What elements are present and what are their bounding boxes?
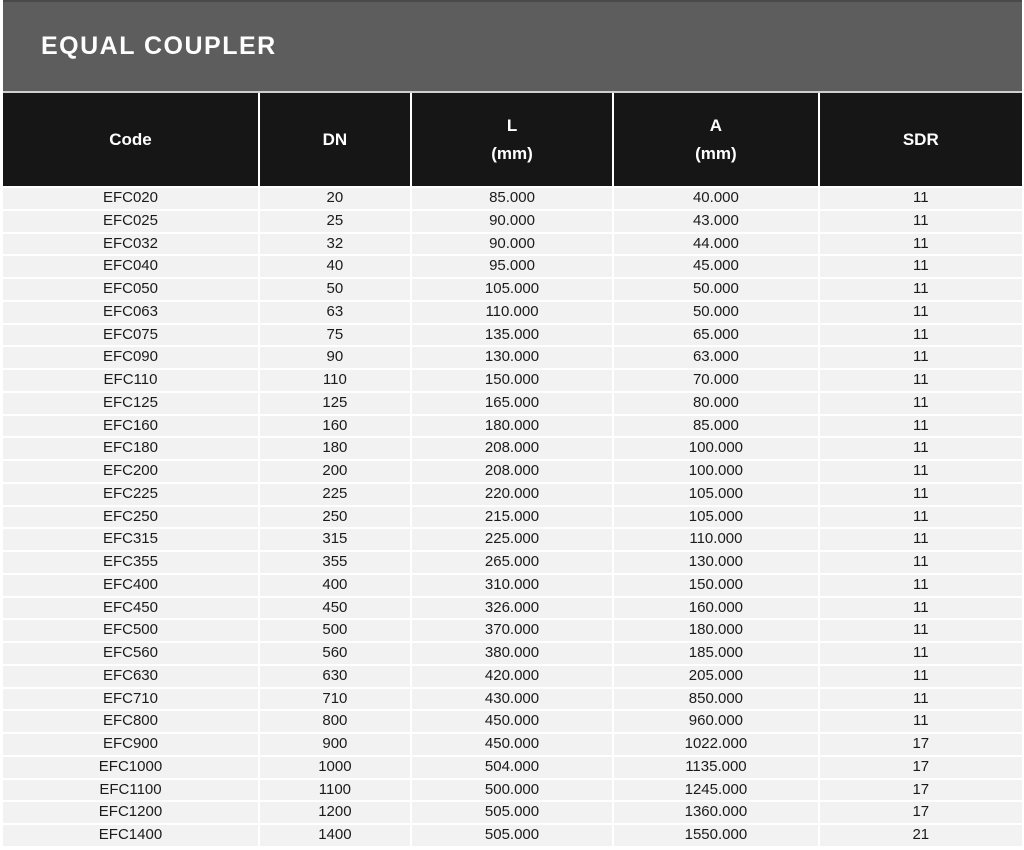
cell-sdr: 11 — [820, 256, 1022, 277]
cell-code: EFC315 — [3, 529, 258, 550]
cell-sdr: 11 — [820, 711, 1022, 732]
cell-a: 44.000 — [614, 234, 817, 255]
table-row — [3, 507, 1022, 528]
table-row — [3, 393, 1022, 414]
table-row — [3, 438, 1022, 459]
cell-a: 960.000 — [614, 711, 817, 732]
title-banner — [3, 0, 1022, 93]
cell-dn: 125 — [260, 393, 410, 414]
cell-code: EFC180 — [3, 438, 258, 459]
column-header-label: L — [506, 115, 518, 135]
cell-l: 90.000 — [412, 234, 612, 255]
cell-code: EFC125 — [3, 393, 258, 414]
cell-dn: 225 — [260, 484, 410, 505]
cell-dn: 355 — [260, 552, 410, 573]
cell-a: 63.000 — [614, 347, 817, 368]
cell-sdr: 11 — [820, 347, 1022, 368]
cell-sdr: 11 — [820, 575, 1022, 596]
cell-code: EFC1100 — [3, 780, 258, 801]
cell-a: 43.000 — [614, 211, 817, 232]
cell-l: 110.000 — [412, 302, 612, 323]
column-header-sdr — [820, 93, 1022, 186]
cell-l: 420.000 — [412, 666, 612, 687]
cell-sdr: 17 — [820, 802, 1022, 823]
cell-l: 430.000 — [412, 689, 612, 710]
cell-l: 370.000 — [412, 620, 612, 641]
cell-l: 505.000 — [412, 825, 612, 846]
cell-sdr: 17 — [820, 757, 1022, 778]
cell-sdr: 11 — [820, 234, 1022, 255]
cell-l: 105.000 — [412, 279, 612, 300]
cell-dn: 500 — [260, 620, 410, 641]
table-row — [3, 666, 1022, 687]
table-row — [3, 325, 1022, 346]
cell-a: 45.000 — [614, 256, 817, 277]
cell-dn: 630 — [260, 666, 410, 687]
cell-l: 150.000 — [412, 370, 612, 391]
cell-dn: 50 — [260, 279, 410, 300]
cell-l: 225.000 — [412, 529, 612, 550]
cell-code: EFC450 — [3, 598, 258, 619]
cell-code: EFC025 — [3, 211, 258, 232]
cell-dn: 180 — [260, 438, 410, 459]
cell-a: 160.000 — [614, 598, 817, 619]
table-row — [3, 211, 1022, 232]
cell-code: EFC560 — [3, 643, 258, 664]
table-row — [3, 416, 1022, 437]
cell-a: 180.000 — [614, 620, 817, 641]
cell-sdr: 11 — [820, 529, 1022, 550]
cell-sdr: 11 — [820, 370, 1022, 391]
cell-sdr: 11 — [820, 484, 1022, 505]
table-row — [3, 802, 1022, 823]
cell-sdr: 11 — [820, 438, 1022, 459]
cell-l: 505.000 — [412, 802, 612, 823]
table-row — [3, 734, 1022, 755]
cell-sdr: 11 — [820, 279, 1022, 300]
cell-l: 450.000 — [412, 711, 612, 732]
cell-l: 265.000 — [412, 552, 612, 573]
cell-sdr: 11 — [820, 302, 1022, 323]
table-body — [3, 188, 1022, 846]
column-header-sub: (mm) — [695, 143, 737, 163]
cell-sdr: 21 — [820, 825, 1022, 846]
cell-l: 90.000 — [412, 211, 612, 232]
cell-sdr: 11 — [820, 188, 1022, 209]
cell-dn: 400 — [260, 575, 410, 596]
cell-dn: 90 — [260, 347, 410, 368]
cell-sdr: 11 — [820, 325, 1022, 346]
cell-dn: 710 — [260, 689, 410, 710]
cell-a: 105.000 — [614, 484, 817, 505]
column-header-code — [3, 93, 258, 186]
cell-code: EFC250 — [3, 507, 258, 528]
cell-dn: 250 — [260, 507, 410, 528]
cell-a: 110.000 — [614, 529, 817, 550]
cell-l: 208.000 — [412, 461, 612, 482]
cell-a: 1550.000 — [614, 825, 817, 846]
cell-code: EFC710 — [3, 689, 258, 710]
cell-code: EFC225 — [3, 484, 258, 505]
table-row — [3, 529, 1022, 550]
cell-dn: 1100 — [260, 780, 410, 801]
cell-l: 85.000 — [412, 188, 612, 209]
cell-sdr: 11 — [820, 552, 1022, 573]
cell-code: EFC075 — [3, 325, 258, 346]
cell-code: EFC160 — [3, 416, 258, 437]
cell-l: 130.000 — [412, 347, 612, 368]
cell-code: EFC1400 — [3, 825, 258, 846]
table-row — [3, 461, 1022, 482]
table-row — [3, 484, 1022, 505]
cell-sdr: 11 — [820, 666, 1022, 687]
cell-l: 380.000 — [412, 643, 612, 664]
column-header-l-mm — [412, 93, 612, 186]
cell-code: EFC1000 — [3, 757, 258, 778]
cell-dn: 20 — [260, 188, 410, 209]
cell-code: EFC200 — [3, 461, 258, 482]
table-header-row — [3, 93, 1022, 186]
cell-code: EFC355 — [3, 552, 258, 573]
table-row — [3, 370, 1022, 391]
cell-dn: 25 — [260, 211, 410, 232]
cell-a: 850.000 — [614, 689, 817, 710]
cell-code: EFC900 — [3, 734, 258, 755]
table-row — [3, 279, 1022, 300]
cell-dn: 315 — [260, 529, 410, 550]
cell-code: EFC090 — [3, 347, 258, 368]
cell-l: 208.000 — [412, 438, 612, 459]
table-row — [3, 643, 1022, 664]
cell-a: 185.000 — [614, 643, 817, 664]
cell-dn: 1200 — [260, 802, 410, 823]
cell-a: 70.000 — [614, 370, 817, 391]
cell-l: 450.000 — [412, 734, 612, 755]
cell-dn: 40 — [260, 256, 410, 277]
cell-a: 1360.000 — [614, 802, 817, 823]
table-row — [3, 302, 1022, 323]
cell-code: EFC020 — [3, 188, 258, 209]
column-header-dn — [260, 93, 410, 186]
cell-code: EFC630 — [3, 666, 258, 687]
cell-code: EFC063 — [3, 302, 258, 323]
cell-a: 1135.000 — [614, 757, 817, 778]
cell-a: 130.000 — [614, 552, 817, 573]
cell-sdr: 11 — [820, 620, 1022, 641]
table-row — [3, 552, 1022, 573]
cell-a: 50.000 — [614, 302, 817, 323]
cell-dn: 200 — [260, 461, 410, 482]
cell-code: EFC040 — [3, 256, 258, 277]
cell-l: 180.000 — [412, 416, 612, 437]
cell-a: 1022.000 — [614, 734, 817, 755]
table-row — [3, 757, 1022, 778]
column-header-a-mm — [614, 93, 817, 186]
column-header-label: SDR — [902, 129, 939, 149]
cell-l: 95.000 — [412, 256, 612, 277]
table-row — [3, 711, 1022, 732]
cell-dn: 900 — [260, 734, 410, 755]
table-row — [3, 188, 1022, 209]
table-row — [3, 780, 1022, 801]
cell-dn: 160 — [260, 416, 410, 437]
cell-dn: 560 — [260, 643, 410, 664]
cell-l: 135.000 — [412, 325, 612, 346]
cell-dn: 1400 — [260, 825, 410, 846]
table-row — [3, 347, 1022, 368]
cell-a: 65.000 — [614, 325, 817, 346]
column-header-label: Code — [109, 129, 152, 149]
cell-code: EFC050 — [3, 279, 258, 300]
cell-code: EFC032 — [3, 234, 258, 255]
table-row — [3, 689, 1022, 710]
cell-a: 50.000 — [614, 279, 817, 300]
cell-sdr: 11 — [820, 598, 1022, 619]
cell-sdr: 11 — [820, 416, 1022, 437]
column-header-sub: (mm) — [491, 143, 533, 163]
cell-sdr: 11 — [820, 393, 1022, 414]
cell-dn: 75 — [260, 325, 410, 346]
cell-dn: 450 — [260, 598, 410, 619]
cell-sdr: 11 — [820, 643, 1022, 664]
cell-a: 1245.000 — [614, 780, 817, 801]
table-row — [3, 256, 1022, 277]
table-row — [3, 234, 1022, 255]
cell-dn: 32 — [260, 234, 410, 255]
table-row — [3, 620, 1022, 641]
cell-a: 205.000 — [614, 666, 817, 687]
cell-sdr: 17 — [820, 734, 1022, 755]
cell-l: 500.000 — [412, 780, 612, 801]
cell-code: EFC400 — [3, 575, 258, 596]
cell-sdr: 11 — [820, 507, 1022, 528]
cell-a: 150.000 — [614, 575, 817, 596]
cell-code: EFC110 — [3, 370, 258, 391]
page-title: EQUAL COUPLER — [41, 32, 277, 60]
table-row — [3, 598, 1022, 619]
cell-a: 100.000 — [614, 461, 817, 482]
cell-code: EFC500 — [3, 620, 258, 641]
cell-l: 220.000 — [412, 484, 612, 505]
cell-a: 80.000 — [614, 393, 817, 414]
cell-dn: 800 — [260, 711, 410, 732]
cell-sdr: 11 — [820, 211, 1022, 232]
cell-l: 215.000 — [412, 507, 612, 528]
cell-a: 40.000 — [614, 188, 817, 209]
cell-l: 310.000 — [412, 575, 612, 596]
column-header-label: A — [709, 115, 723, 135]
column-header-label: DN — [322, 129, 348, 149]
table-row — [3, 825, 1022, 846]
cell-dn: 63 — [260, 302, 410, 323]
cell-sdr: 11 — [820, 461, 1022, 482]
cell-l: 504.000 — [412, 757, 612, 778]
cell-code: EFC1200 — [3, 802, 258, 823]
cell-code: EFC800 — [3, 711, 258, 732]
cell-l: 165.000 — [412, 393, 612, 414]
cell-a: 85.000 — [614, 416, 817, 437]
cell-dn: 110 — [260, 370, 410, 391]
cell-a: 100.000 — [614, 438, 817, 459]
cell-a: 105.000 — [614, 507, 817, 528]
table-row — [3, 575, 1022, 596]
cell-sdr: 11 — [820, 689, 1022, 710]
cell-l: 326.000 — [412, 598, 612, 619]
cell-dn: 1000 — [260, 757, 410, 778]
cell-sdr: 17 — [820, 780, 1022, 801]
